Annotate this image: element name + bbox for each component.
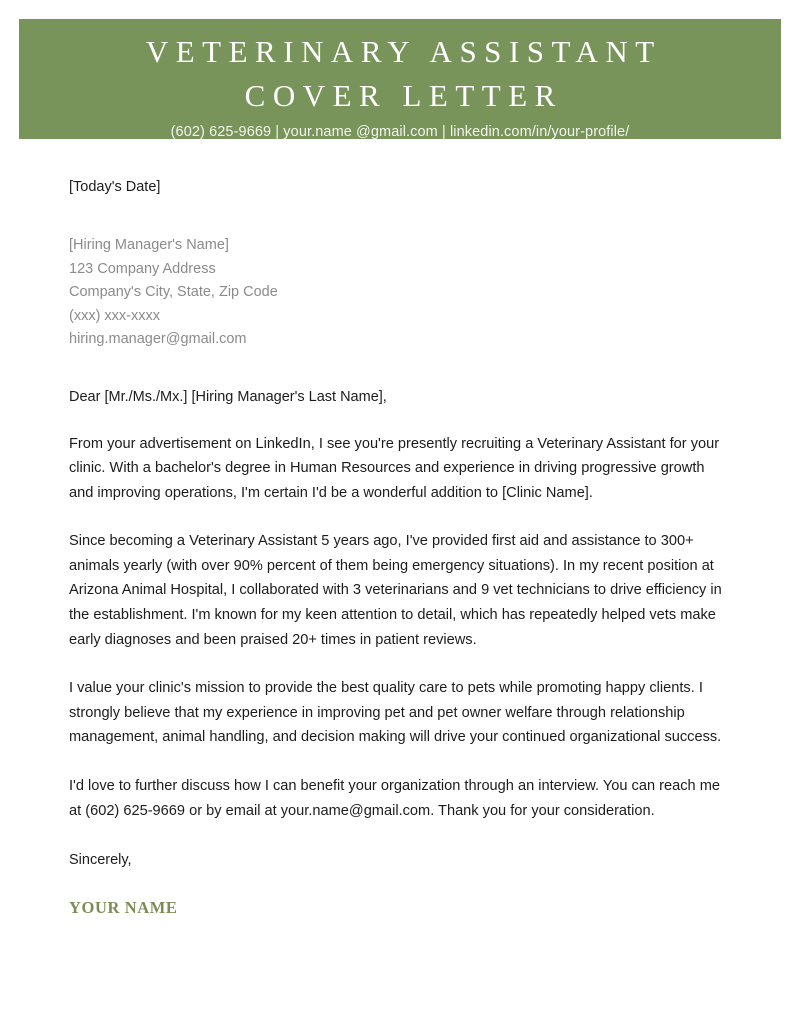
letter-signoff: Sincerely, [69, 852, 132, 869]
recipient-line: Company's City, State, Zip Code [69, 284, 278, 300]
letterhead-banner [19, 19, 781, 139]
letterhead-title-line-1: VETERINARY ASSISTANT [145, 34, 662, 69]
letter-paragraph: I value your clinic's mission to provide the best quality care to pets while promoting happy clients. I strongly believe that my experience in improving pet and pet owner welfare through relationship management, animal handling, and decision making will drive your continued organizational success. [69, 680, 722, 746]
letter-signature-name: YOUR NAME [69, 898, 178, 918]
recipient-line: [Hiring Manager's Name] [69, 237, 229, 253]
letter-paragraph: Since becoming a Veterinary Assistant 5 years ago, I've provided first aid and assistance to 300+ animals yearly (with over 90% percent of them being emergency situations). In my recent position at Arizona Animal Hospital, I collaborated with 3 veterinarians and 9 vet technicians to drive efficiency in the establishment. I'm known for my keen attention to detail, which has repeatedly helped vets make early diagnoses and been praised 20+ times in patient reviews. [69, 533, 722, 648]
letter-body [69, 176, 729, 918]
letterhead-contact-line: (602) 625-9669 | your.name @gmail.com | linkedin.com/in/your-profile/ [170, 124, 630, 140]
recipient-address-block [69, 234, 729, 352]
letter-salutation: Dear [Mr./Ms./Mx.] [Hiring Manager's Last Name], [69, 388, 387, 405]
letter-paragraph: I'd love to further discuss how I can benefit your organization through an interview. You can reach me at (602) 625-9669 or by email at your.name@gmail.com. Thank you for your consideration. [69, 778, 720, 819]
letterhead-title-line-2: COVER LETTER [244, 78, 563, 113]
letter-paragraph: From your advertisement on LinkedIn, I see you're presently recruiting a Veterinary Assistant for your clinic. With a bachelor's degree in Human Resources and experience in driving progressive growth and improving operations, I'm certain I'd be a wonderful addition to [Clinic Name]. [69, 435, 720, 501]
recipient-line: 123 Company Address [69, 260, 216, 277]
letter-date: [Today's Date] [69, 179, 161, 195]
recipient-line: (xxx) xxx-xxxx [69, 307, 161, 324]
recipient-line: hiring.manager@gmail.com [69, 331, 247, 347]
